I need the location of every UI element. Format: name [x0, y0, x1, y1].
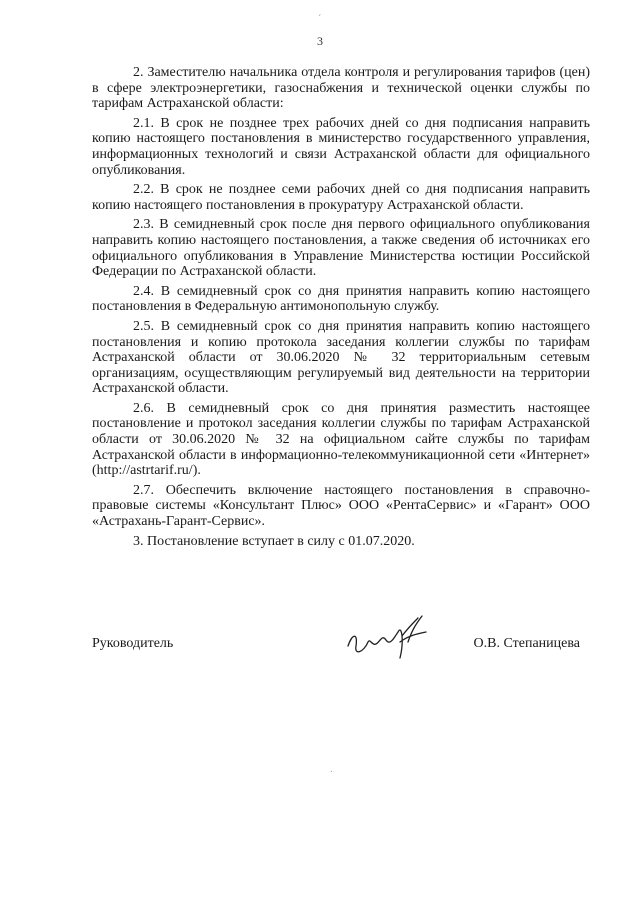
paragraph-2-6: 2.6. В семидневный срок со дня принятия разместить настоящее постановление и протокол заседания коллегии службы по тарифам Астраханской области от 30.06.2020 № 32 на официальном сайте службы по тарифам Астраханской области в информационно-телекоммуникационной сети «Интернет» (http://astrtarif.ru/).	[92, 400, 590, 479]
signer-name: О.В. Степаницева	[473, 636, 580, 651]
paragraph-2-2: 2.2. В срок не позднее семи рабочих дней со дня подписания направить копию настоящего постановления в прокуратуру Астраханской области.	[92, 182, 590, 213]
paragraph-2-5: 2.5. В семидневный срок со дня принятия направить копию настоящего постановления и копию протокола заседания коллегии службы по тарифам Астраханской области от 30.06.2020 № 32 территориальным сетевым организациям, осуществляющим регулируемый вид деятельности на территории Астраханской области.	[92, 318, 590, 397]
signature-block	[92, 612, 590, 672]
signer-title: Руководитель	[92, 636, 174, 651]
scan-speck: ˑ	[330, 768, 333, 779]
scan-speck: ˊ	[318, 14, 322, 25]
handwritten-signature	[342, 612, 432, 670]
paragraph-3: 3. Постановление вступает в силу с 01.07.2020.	[133, 533, 415, 549]
document-body	[92, 65, 590, 553]
paragraph-2-1: 2.1. В срок не позднее трех рабочих дней со дня подписания направить копию настоящего постановления в министерство государственного управления, информационных технологий и связи Астраханской области для официального опубликования.	[92, 115, 590, 178]
page-number: 3	[317, 34, 323, 48]
paragraph-2-7: 2.7. Обеспечить включение настоящего постановления в справочно-правовые системы «Консультант Плюс» ООО «РентаСервис» и «Гарант» ООО «Астрахань-Гарант-Сервис».	[92, 482, 590, 530]
paragraph-2-3: 2.3. В семидневный срок после дня первого официального опубликования направить копию настоящего постановления, а также сведения об источниках его официального опубликования в Управление Министерства юстиции Российской Федерации по Астраханской области.	[92, 217, 590, 280]
paragraph-2-4: 2.4. В семидневный срок со дня принятия направить копию настоящего постановления в Федеральную антимонопольную службу.	[92, 283, 590, 315]
paragraph-2: 2. Заместителю начальника отдела контроля и регулирования тарифов (цен) в сфере электроэнергетики, газоснабжения и технической оценки службы по тарифам Астраханской области:	[92, 65, 590, 112]
